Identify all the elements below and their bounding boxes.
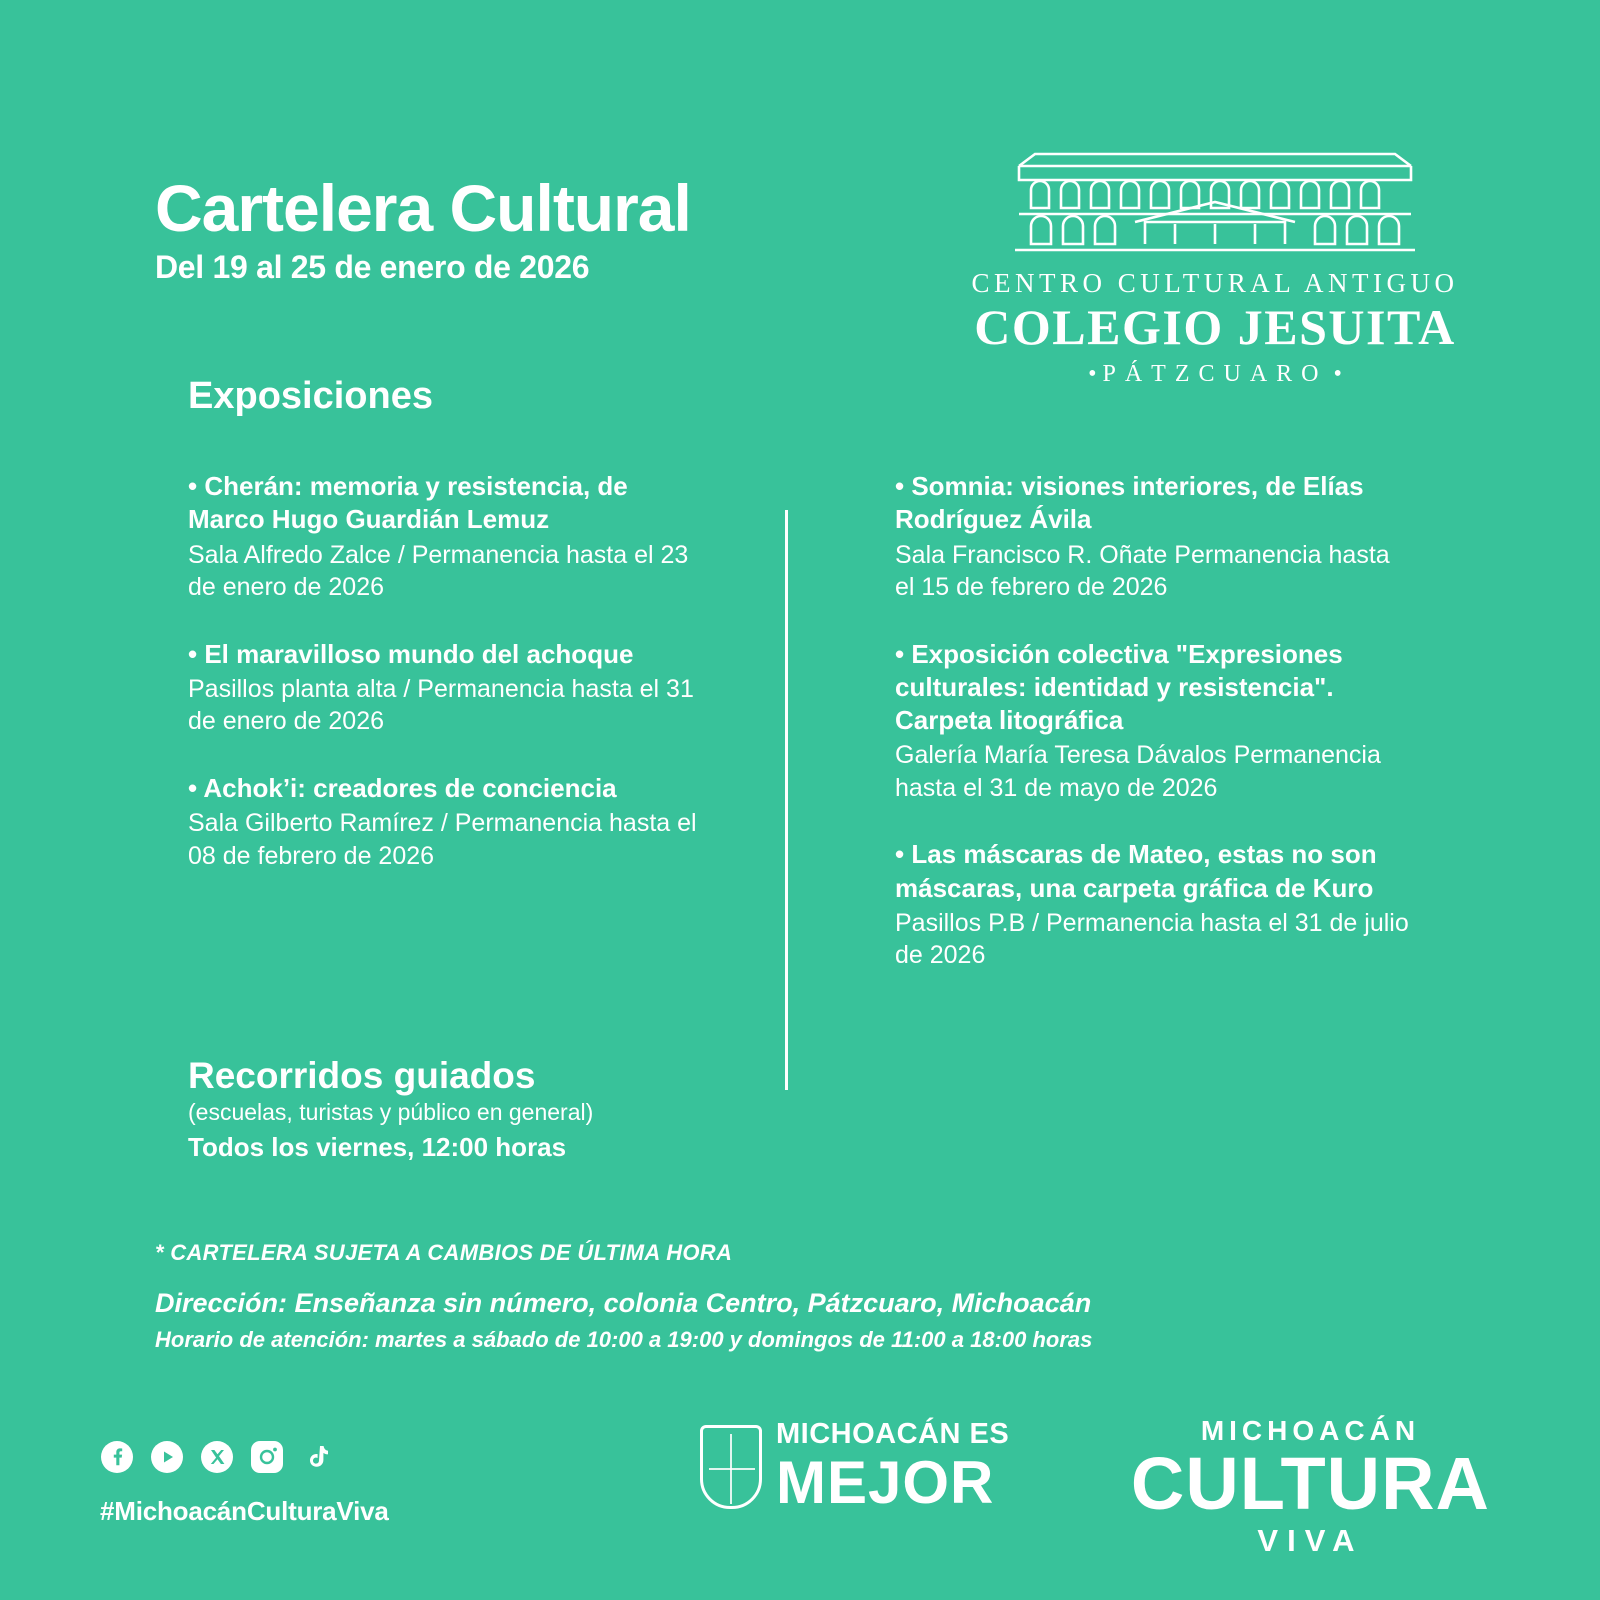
event-title: • Cherán: memoria y resistencia, de Marco Hugo Guardián Lemuz [188,471,628,535]
event-title: • El maravilloso mundo del achoque [188,638,634,669]
recorridos-schedule: Todos los viernes, 12:00 horas [188,1132,567,1162]
list-item [188,470,708,604]
cultura-top-text: MICHOACÁN [1200,1415,1421,1446]
x-twitter-icon[interactable] [200,1440,234,1474]
recorridos-subtitle: (escuelas, turistas y público en general) [188,1099,594,1125]
hashtag-text: #MichoacánCulturaViva [100,1496,389,1526]
list-item [895,838,1415,972]
michoacan-cultura-viva-logo [1131,1415,1490,1559]
page-title: Cartelera Cultural [155,171,691,245]
section-heading-exposiciones: Exposiciones [188,375,433,417]
date-range: Del 19 al 25 de enero de 2026 [155,249,590,285]
michoacan-es-mejor-logo [700,1418,1010,1516]
exposiciones-left-column [188,470,708,906]
logo-line-patzcuaro [960,361,1470,388]
mejor-top-text: MICHOACÁN ES [776,1418,1010,1450]
logo-patzcuaro-text: PÁTZCUARO [1102,360,1328,387]
event-title: • Exposición colectiva "Expresiones culturales: identidad y resistencia". Carpeta litográfica [895,638,1343,736]
colonial-building-icon [1005,140,1425,260]
event-meta: Sala Alfredo Zalce / Permanencia hasta el 23 de enero de 2026 [188,540,689,602]
institution-logo [960,140,1470,388]
address-text: Dirección: Enseñanza sin número, colonia Centro, Pátzcuaro, Michoacán [155,1288,1092,1318]
event-meta: Sala Francisco R. Oñate Permanencia hasta el 15 de febrero de 2026 [895,540,1390,602]
list-item [188,638,708,738]
event-meta: Pasillos planta alta / Permanencia hasta el 31 de enero de 2026 [188,674,694,736]
mejor-text-block [776,1418,1010,1516]
logo-line-centro: CENTRO CULTURAL ANTIGUO [971,268,1459,298]
logo-dot-right: • [1327,360,1342,387]
recorridos-title: Recorridos guiados [188,1055,536,1096]
event-title: • Las máscaras de Mateo, estas no son máscaras, una carpeta gráfica de Kuro [895,839,1377,903]
social-icon-row [100,1440,389,1474]
exposiciones-right-column [895,470,1415,1006]
recorridos-guiados-block [188,1055,728,1163]
header-title-block [155,171,691,286]
facebook-icon[interactable] [100,1440,134,1474]
event-title: • Achok’i: creadores de conciencia [188,772,617,803]
list-item [895,470,1415,604]
instagram-icon[interactable] [250,1440,284,1474]
mejor-bottom-text: MEJOR [776,1449,995,1516]
event-meta: Galería María Teresa Dávalos Permanencia hasta el 31 de mayo de 2026 [895,741,1381,802]
list-item [188,772,708,872]
tiktok-icon[interactable] [300,1440,334,1474]
hours-text: Horario de atención: martes a sábado de 10:00 a 19:00 y domingos de 11:00 a 18:00 horas [155,1327,1093,1352]
michoacan-coat-of-arms-icon [700,1425,762,1509]
event-title: • Somnia: visiones interiores, de Elías Rodríguez Ávila [895,471,1364,535]
logo-line-colegio: COLEGIO JESUITA [974,299,1456,355]
cultura-bottom-text: VIVA [1257,1523,1364,1559]
footer-notes [155,1240,1355,1353]
logo-dot-left: • [1088,360,1103,387]
column-divider [785,510,788,1090]
event-meta: Pasillos P.B / Permanencia hasta el 31 de julio de 2026 [895,908,1409,970]
youtube-icon[interactable] [150,1440,184,1474]
cultura-mid-text: CULTURA [1130,1442,1490,1525]
event-meta: Sala Gilberto Ramírez / Permanencia hasta el 08 de febrero de 2026 [188,809,697,870]
disclaimer-text: * CARTELERA SUJETA A CAMBIOS DE ÚLTIMA HORA [155,1240,733,1265]
social-block [100,1440,389,1527]
list-item [895,638,1415,805]
